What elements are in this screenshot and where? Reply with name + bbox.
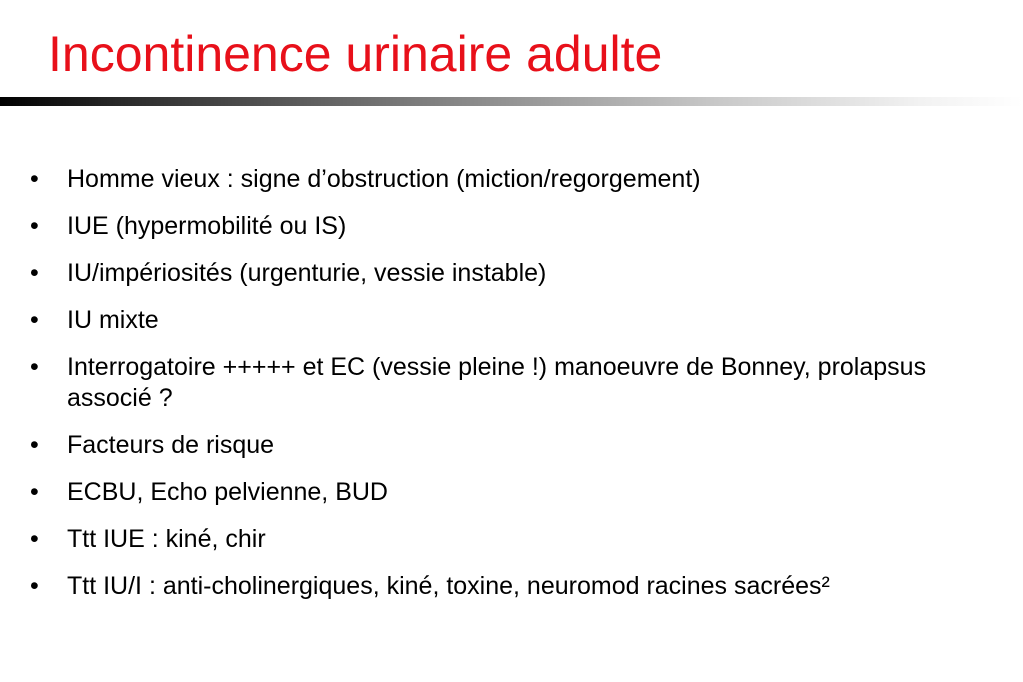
bullet-item-iu-mixte — [30, 305, 1015, 336]
bullet-item-facteurs-risque — [30, 430, 1015, 461]
bullet-icon: • — [30, 212, 39, 240]
bullet-item-iue — [30, 211, 1015, 242]
bullet-text: IUE (hypermobilité ou IS) — [67, 212, 347, 240]
bullet-list — [30, 164, 1015, 618]
bullet-item-ttt-iu-i — [30, 571, 1015, 602]
title-divider — [0, 97, 1023, 106]
bullet-text: Ttt IU/I : anti-cholinergiques, kiné, toxine, neuromod racines sacrées² — [67, 572, 830, 600]
bullet-text: ECBU, Echo pelvienne, BUD — [67, 478, 388, 506]
bullet-item-ttt-iue — [30, 524, 1015, 555]
bullet-text: Homme vieux : signe d’obstruction (miction/regorgement) — [67, 165, 701, 193]
bullet-item-homme-vieux — [30, 164, 1015, 195]
bullet-item-iu-imperiosites — [30, 258, 1015, 289]
bullet-icon: • — [30, 165, 39, 193]
slide-title: Incontinence urinaire adulte — [48, 26, 663, 82]
bullet-icon: • — [30, 259, 39, 287]
bullet-item-interrogatoire — [30, 352, 1007, 414]
bullet-icon: • — [30, 431, 39, 459]
bullet-text: Interrogatoire +++++ et EC (vessie pleine !) manoeuvre de Bonney, prolapsus associé ? — [67, 353, 927, 412]
bullet-text: IU/impériosités (urgenturie, vessie instable) — [67, 259, 547, 287]
bullet-icon: • — [30, 306, 39, 334]
bullet-text: IU mixte — [67, 306, 159, 334]
bullet-icon: • — [30, 572, 39, 600]
bullet-text: Ttt IUE : kiné, chir — [67, 525, 266, 553]
bullet-icon: • — [30, 478, 39, 506]
bullet-icon: • — [30, 353, 39, 381]
bullet-item-ecbu — [30, 477, 1015, 508]
bullet-text: Facteurs de risque — [67, 431, 275, 459]
bullet-icon: • — [30, 525, 39, 553]
